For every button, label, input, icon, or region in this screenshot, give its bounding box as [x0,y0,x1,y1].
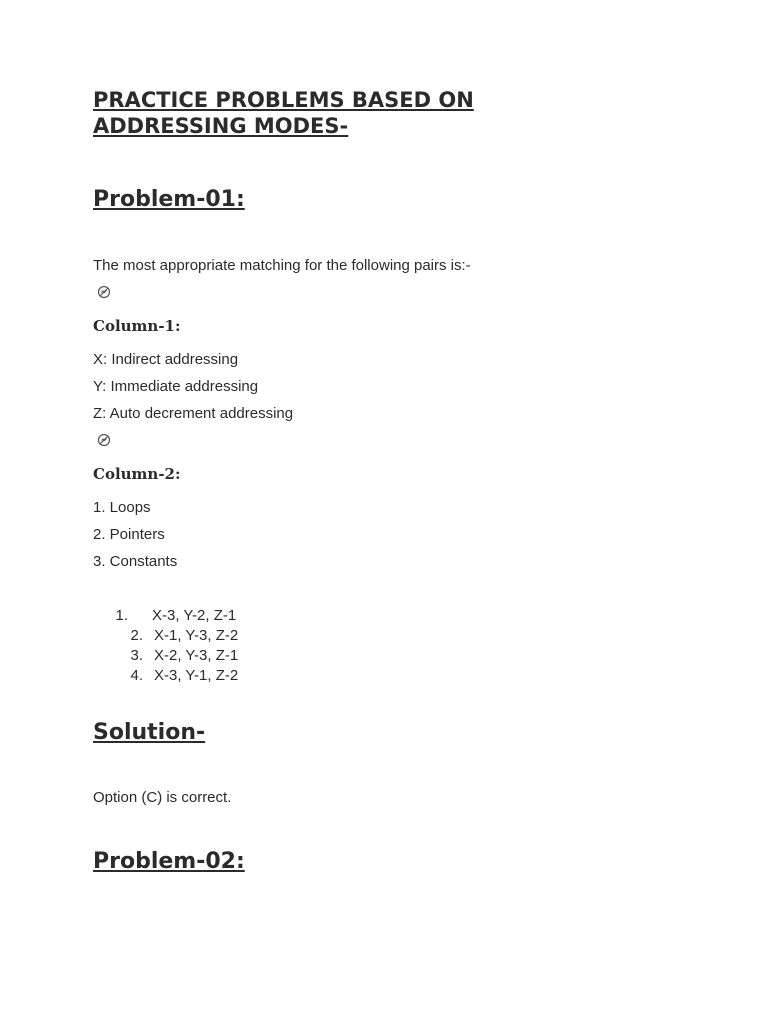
solution-heading: Solution- [93,720,206,745]
answer-option [0,606,400,626]
column-1-heading: Column-1: [93,317,181,335]
problem-02-heading: Problem-02: [93,849,245,874]
answer-option-number: 2. [130,627,143,644]
column-1-item: Y: Immediate addressing [93,378,259,395]
column-1-item: Z: Auto decrement addressing [93,405,294,422]
problem-01-heading: Problem-01: [93,187,245,212]
problem-01-question: The most appropriate matching for the following pairs is:- [93,257,471,274]
column-2-item: 3. Constants [93,553,178,570]
page-title-line-2: ADDRESSING MODES- [93,114,349,138]
solution-text: Option (C) is correct. [93,789,232,806]
page-title-line-1: PRACTICE PROBLEMS BASED ON [93,88,474,112]
broken-image-icon [97,285,111,299]
page-title [93,87,593,139]
answer-option [0,646,400,666]
answer-option-text: X-1, Y-3, Z-2 [154,627,239,644]
broken-image-icon [97,433,111,447]
answer-option-text: X-3, Y-1, Z-2 [154,667,239,684]
answer-option-text: X-2, Y-3, Z-1 [154,647,239,664]
column-2-heading: Column-2: [93,465,181,483]
answer-option-number: 4. [130,667,143,684]
answer-option-text: X-3, Y-2, Z-1 [152,607,237,624]
column-1-item: X: Indirect addressing [93,351,239,368]
answer-option [0,626,400,646]
answer-option-number: 1. [115,607,128,624]
answer-option [0,666,400,686]
column-2-item: 1. Loops [93,499,151,516]
column-2-item: 2. Pointers [93,526,165,543]
answer-option-number: 3. [130,647,143,664]
